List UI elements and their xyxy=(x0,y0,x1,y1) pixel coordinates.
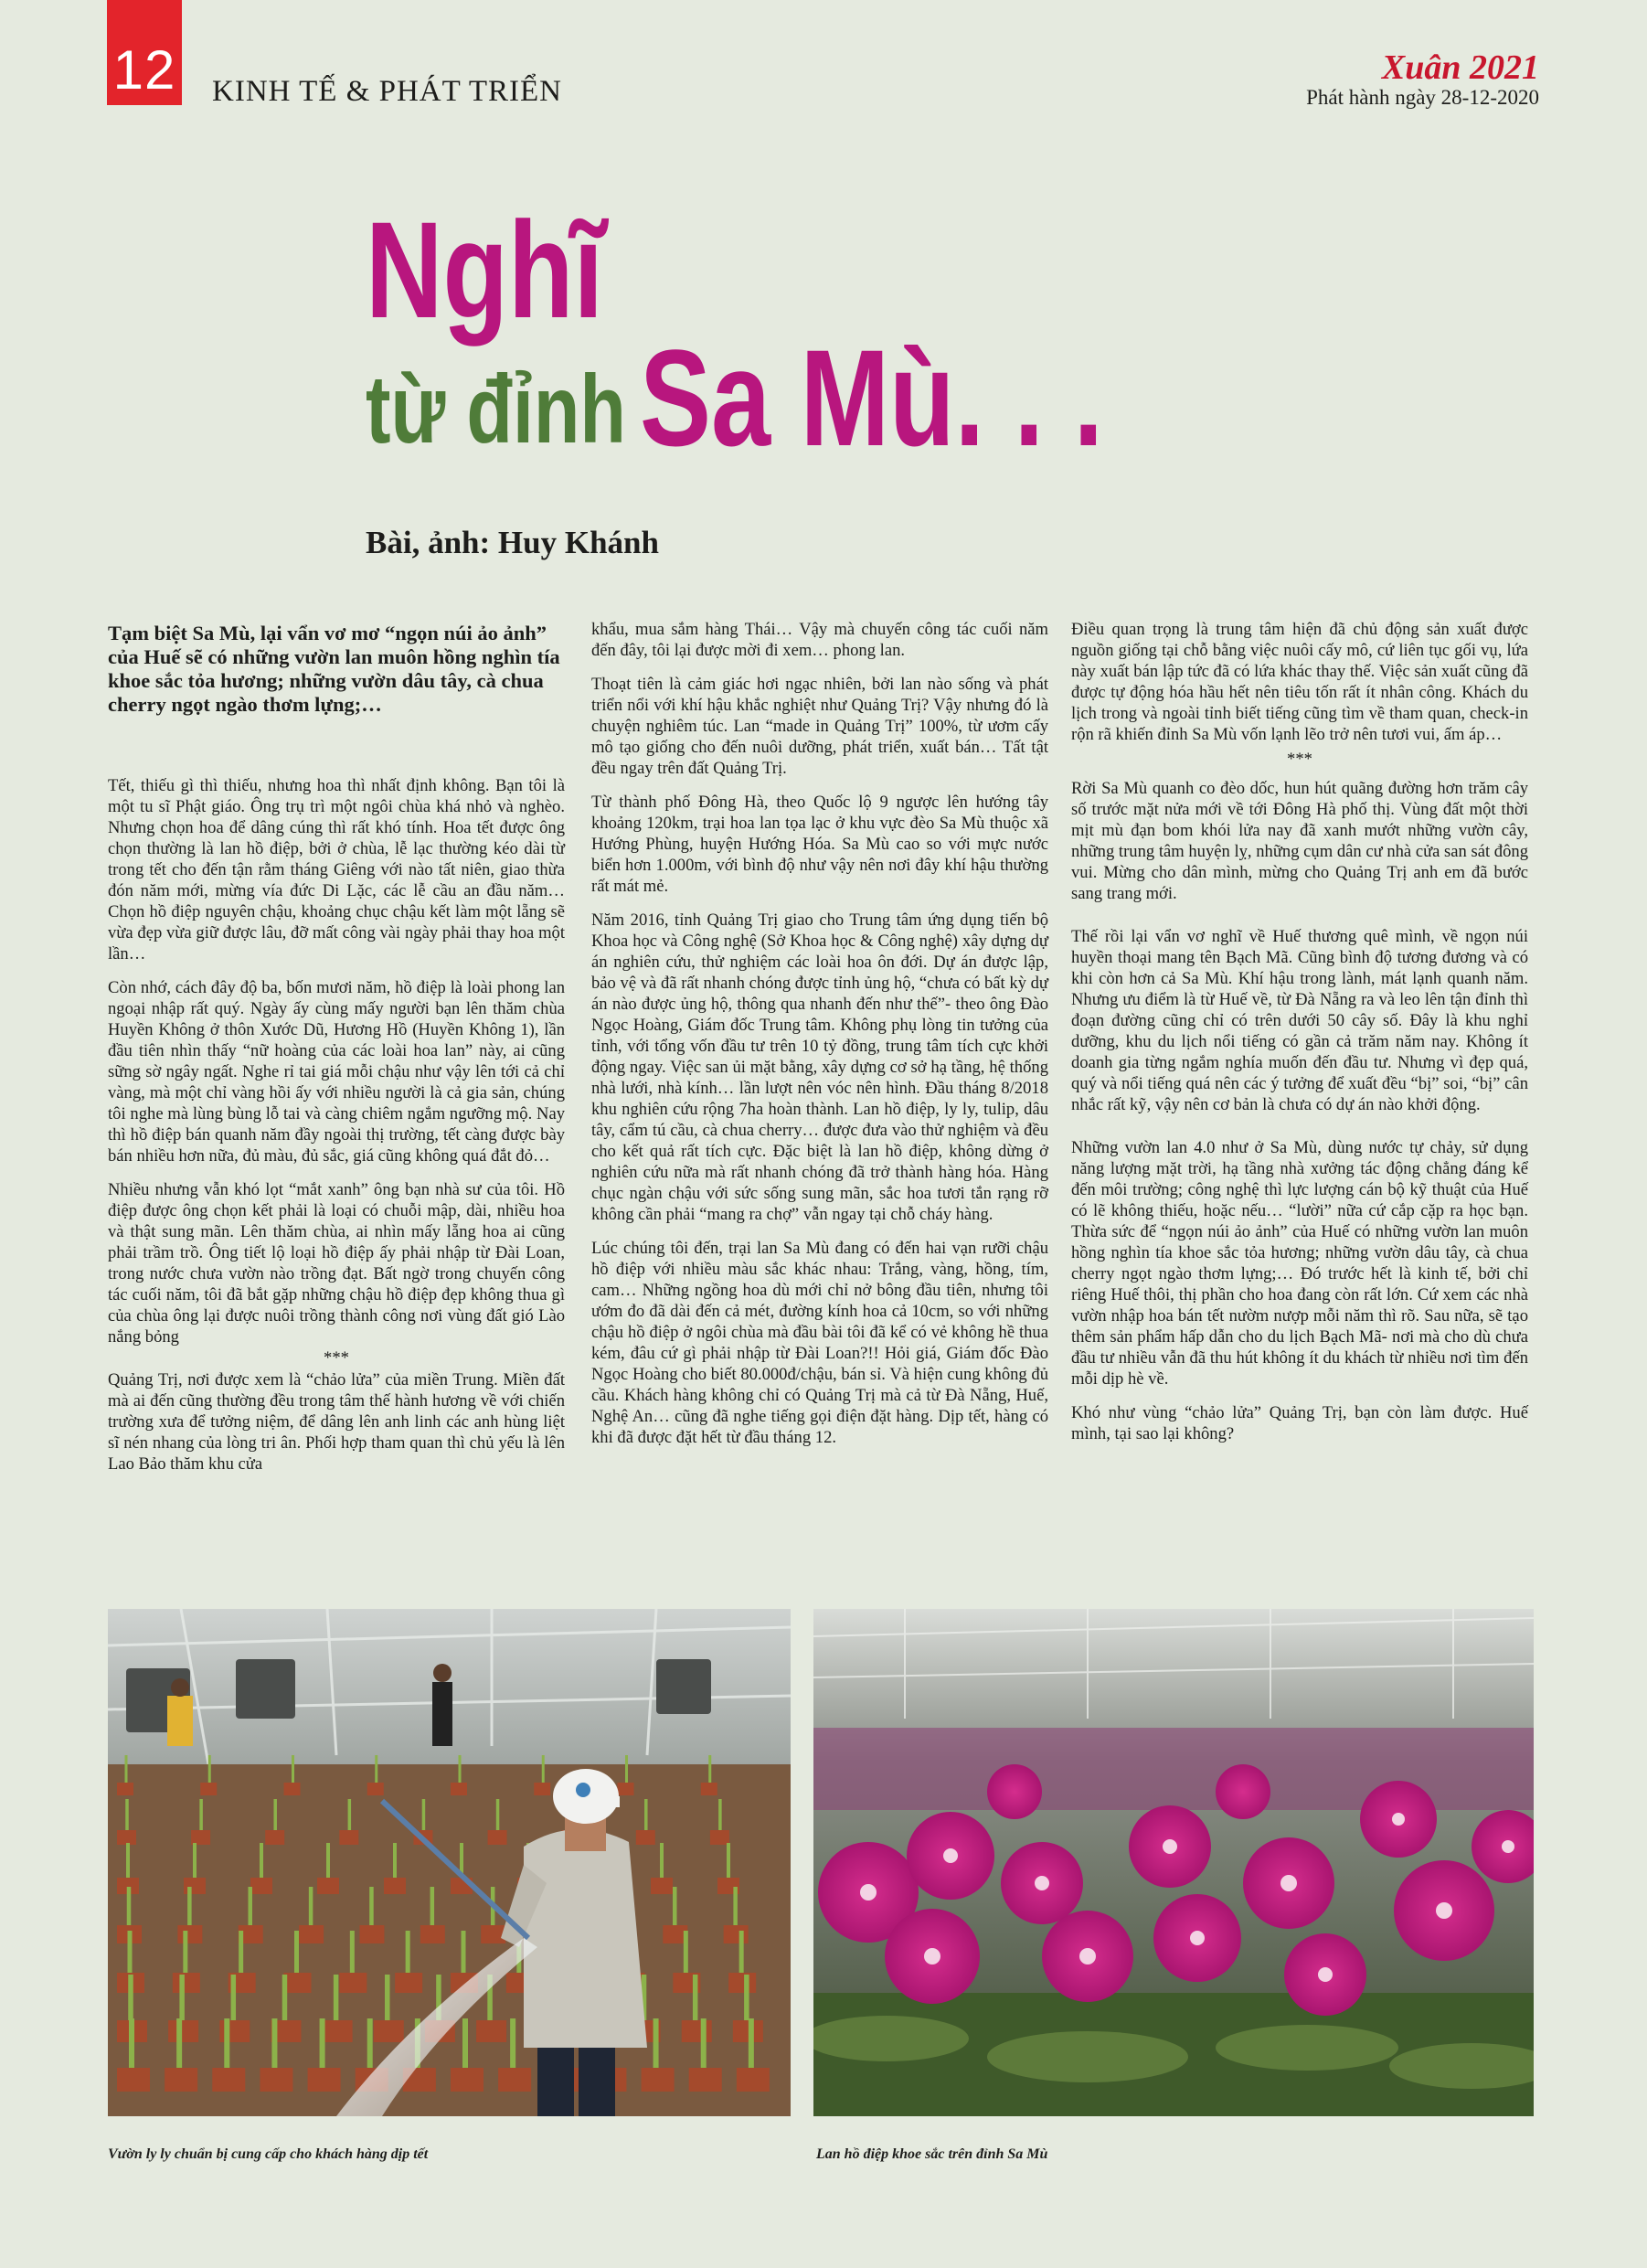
paragraph: Thoạt tiên là cảm giác hơi ngạc nhiên, bởi lan nào sống và phát triển nổi với khí hậu khắc nghiệt như Quảng Trị? Vậy nhưng đó là chuyện nghiêm túc. Lan “made in Quảng Trị” 100%, từ ươm cấy mô tạo giống cho đến nuôi dưỡng, phát triển, xuất bán… Tất tật đều ngay trên đất Quảng Trị. xyxy=(591,675,1048,778)
headline-line-3: Sa Mù. . . xyxy=(640,321,1104,474)
paragraph: Từ thành phố Đông Hà, theo Quốc lộ 9 ngược lên hướng tây khoảng 120km, trại hoa lan tọa lạc ở khu vực đèo Sa Mù thuộc xã Hướng Phùng, huyện Hướng Hóa. Sa Mù cao so với mực nước biển hơn 1.000m, với bình độ như vậy nên nơi đây khí hậu thường rất mát mẻ. xyxy=(591,793,1048,896)
headline xyxy=(366,193,1188,512)
paragraph: Năm 2016, tỉnh Quảng Trị giao cho Trung tâm ứng dụng tiến bộ Khoa học và Công nghệ (Sở Khoa học & Công nghệ) xây dựng dự án nghiên cứu, thử nghiệm các loài hoa ôn đới. Dự án được lập, bảo vệ và đã rất nhanh chóng được tỉnh ủng hộ, “chưa có bất kỳ dự án nào được ủng hộ, thông qua nhanh đến như thế”- theo ông Đào Ngọc Hoàng, Giám đốc Trung tâm. Không phụ lòng tin tưởng của tỉnh, với tổng vốn đầu tư trên 10 tỷ đồng, trung tâm tích cực khởi động ngay. Việc san ủi mặt bằng, xây dựng cơ sở hạ tầng, hệ thống nhà lưới, nhà kính… lần lượt nên vóc nên hình. Đầu tháng 8/2018 khu nghiên cứu rộng 7ha hoàn thành. Lan hồ điệp, ly ly, tulip, dâu tây, cẩm tú cầu, cà chua cherry… được đưa vào thử nghiệm và đều cho kết quả rất tích cực. Đặc biệt là lan hồ điệp, không dừng ở nghiên cứu nữa mà rất nhanh chóng đã trở thành hàng hóa. Hàng chục ngàn chậu với sức sống sung mãn, sắc hoa tươi tắn rạng rỡ không cần phải “mang ra chợ” vẫn ngay tại chỗ cháy hàng. xyxy=(591,910,1048,1224)
headline-line-1: Nghĩ xyxy=(366,193,603,346)
headline-line-2: từ đỉnh xyxy=(366,356,626,463)
paragraph: Lúc chúng tôi đến, trại lan Sa Mù đang có đến hai vạn rưỡi chậu hồ điệp với nhiều màu sắc khác nhau: Trắng, vàng, hồng, tím, cam… Những ngồng hoa dù mới chỉ nở bông đầu tiên, nhưng tôi ướm đo đã dài đến cả mét, đường kính hoa cả 10cm, so với những chậu hồ điệp ở ngôi chùa mà đầu bài tôi đã kể có vẻ không hề thua kém, đâu cứ gì phải nhập từ Đài Loan?!! Hỏi giá, Giám đốc Đào Ngọc Hoàng cho biết 80.000đ/chậu, bán sỉ. Và hiện cung không đủ cầu. Khách hàng không chỉ có Quảng Trị mà cả từ Đà Nẵng, Huế, Nghệ An… cũng đã nghe tiếng gọi điện đặt hàng. Dịp tết, hàng có khi đã được đặt hết từ đầu tháng 12. xyxy=(591,1239,1048,1447)
paragraph: Khó như vùng “chảo lửa” Quảng Trị, bạn còn làm được. Huế mình, tại sao lại không? xyxy=(1071,1403,1528,1443)
section-separator: *** xyxy=(324,1348,349,1368)
article-column-1 xyxy=(108,622,565,1487)
page-number: 12 xyxy=(107,0,182,105)
article-column-3 xyxy=(1071,619,1528,1457)
paragraph: Tết, thiếu gì thì thiếu, nhưng hoa thì nhất định không. Bạn tôi là một tu sĩ Phật giáo. Ông trụ trì một ngôi chùa khá nhỏ và nghèo. Nhưng chọn hoa để dâng cúng thì rất khó tính. Hoa tết được ông chọn thường là lan hồ điệp, bởi ở chùa, lễ lạc thường kéo dài từ trong tết cho đến tận rằm tháng Giêng với nào tất niên, giao thừa đón năm mới, mừng vía đức Di Lặc, các lễ cầu an đầu năm… Chọn hồ điệp nguyên chậu, khoảng chục chậu kết làm một lẵng sẽ vừa đẹp vừa giữ được lâu, đỡ mất công vài ngày phải thay hoa một lần… xyxy=(108,776,565,964)
paragraph: khẩu, mua sắm hàng Thái… Vậy mà chuyến công tác cuối năm đến đây, tôi lại được mời đi xem… phong lan. xyxy=(591,620,1048,660)
photo-caption-2: Lan hồ điệp khoe sắc trên đỉnh Sa Mù xyxy=(816,2146,1048,2162)
byline: Bài, ảnh: Huy Khánh xyxy=(366,525,659,560)
article-column-2 xyxy=(591,619,1048,1461)
photo-caption-1: Vườn ly ly chuẩn bị cung cấp cho khách hàng dịp tết xyxy=(108,2146,429,2162)
lily-garden-photo xyxy=(108,1609,791,2116)
orchid-photo xyxy=(813,1609,1534,2116)
lead-paragraph: Tạm biệt Sa Mù, lại vẩn vơ mơ “ngọn núi ảo ảnh” của Huế sẽ có những vườn lan muôn hồng nghìn tía khoe sắc tỏa hương; những vườn dâu tây, cà chua cherry ngọt ngào thơm lựng;… xyxy=(108,622,560,716)
paragraph: Rời Sa Mù quanh co đèo dốc, hun hút quãng đường hơn trăm cây số trước mặt nửa mới về tới Đông Hà phố thị. Vùng đất một thời mịt mù đạn bom khói lửa nay đã xanh mướt những vườn cây, những trung tâm huyện lỵ, những cụm dân cư nhà cửa san sát đông vui. Mừng cho dân mình, mừng cho Quảng Trị anh em đã bước sang trang mới. xyxy=(1071,779,1528,903)
issue-name: Xuân 2021 xyxy=(1381,48,1539,87)
paragraph: Còn nhớ, cách đây độ ba, bốn mươi năm, hồ điệp là loài phong lan ngoại nhập rất quý. Ngày ấy cùng mấy người bạn lên thăm chùa Huyền Không ở thôn Xước Dũ, Hương Hồ (Huyền Không 1), lần đầu tiên nhìn thấy “nữ hoàng của các loài hoa lan” này, ai cũng sững sờ ngây ngất. Nghe rỉ tai giá mỗi chậu như vậy lên tới cả chỉ vàng, mà một chỉ vàng hồi ấy với nhiều người là cả gia sản, chúng tôi nghe mà lùng bùng lỗ tai và càng chiêm ngắm ngưỡng mộ. Nay thì hồ điệp bán quanh năm đầy ngoài thị trường, tết càng được bày bán nhiều hơn nữa, đủ màu, đủ sắc, giá cũng không quá đắt đỏ… xyxy=(108,978,565,1166)
section-separator: *** xyxy=(1287,750,1312,769)
paragraph: Những vườn lan 4.0 như ở Sa Mù, dùng nước tự chảy, sử dụng năng lượng mặt trời, hạ tầng nhà xưởng tác động chẳng đáng kể đến môi trường; công nghệ thì lực lượng cán bộ kỹ thuật của Huế có lẽ không thiếu, hoặc nếu… “lười” nữa cứ cắp cặp ra học bạn. Thừa sức để “ngọn núi ảo ảnh” của Huế có những vườn lan muôn hồng nghìn tía khoe sắc tỏa hương; những vườn dâu tây, cà chua cherry ngọt ngào thơm lựng;… Đó trước hết là kinh tế, bởi chỉ riêng Huế thôi, thị phần cho hoa đang còn rất lớn. Cứ xem các nhà vườn nhập hoa bán tết nườm nượp mỗi năm thì rõ. Sau nữa, sẽ tạo thêm sản phẩm hấp dẫn cho du lịch Bạch Mã- nơi mà cho dù chưa đầu tư nhiều vẫn đã thu hút không ít du khách từ nhiều nơi tìm đến mỗi dịp hè về. xyxy=(1071,1138,1528,1389)
paragraph: Thế rồi lại vẩn vơ nghĩ về Huế thương quê mình, về ngọn núi huyền thoại mang tên Bạch Mã. Cũng bình độ tương đương và có khi còn hơn cả Sa Mù. Khí hậu trong lành, mát lạnh quanh năm. Nhưng ưu điểm là từ Huế về, từ Đà Nẵng ra và leo lên tận đỉnh thì đoạn đường cũng chỉ có trên dưới 50 cây số. Đây là khu nghỉ dưỡng, khu du lịch nổi tiếng có gần cả trăm năm nay. Không ít doanh gia từng ngắm nghía muốn đến đầu tư. Nhưng vì đẹp quá, quý và nổi tiếng quá nên các ý tưởng để xuất đều “bị” soi, “bị” cân nhắc rất kỹ, vậy nên cơ bản là chưa có dự án nào khởi động. xyxy=(1071,927,1528,1114)
section-title: KINH TẾ & PHÁT TRIỂN xyxy=(212,75,562,108)
paragraph: Quảng Trị, nơi được xem là “chảo lửa” của miền Trung. Miền đất mà ai đến cũng thường đều trong tâm thế hành hương về với chiến trường xưa để tưởng niệm, để dâng lên anh linh các anh hùng liệt sĩ nén nhang của lòng tri ân. Phối hợp tham quan thì chủ yếu là lên Lao Bảo thăm khu cửa xyxy=(108,1370,565,1474)
issue-date: Phát hành ngày 28-12-2020 xyxy=(1306,86,1539,109)
paragraph: Nhiều nhưng vẫn khó lọt “mắt xanh” ông bạn nhà sư của tôi. Hồ điệp được ông chọn kết phải là loại có chuỗi mập, dài, nhiều hoa và thật sung mãn. Lên thăm chùa, ai nhìn mấy lẵng hoa ai cũng phải trầm trồ. Ông tiết lộ loại hồ điệp ấy phải nhập từ Đài Loan, trong nước chưa vườn nào trồng đạt. Bất ngờ trong chuyến công tác cuối năm, tôi đã bắt gặp những chậu hồ điệp đẹp không thua gì của chùa ông lại được nuôi trồng thành công nơi vùng đất gió Lào nắng bỏng xyxy=(108,1180,565,1347)
paragraph: Điều quan trọng là trung tâm hiện đã chủ động sản xuất được nguồn giống tại chỗ bằng việc nuôi cấy mô, cứ liên tục gối vụ, lứa này xuất bán lập tức đã có lứa khác thay thế. Việc sản xuất cũng đã được tự động hóa hầu hết nên tiêu tốn rất ít nhân công. Khách du lịch trong và ngoài tỉnh biết tiếng cũng tìm về tham quan, check-in rộn rã khiến đỉnh Sa Mù vốn lạnh lẽo trở nên tươi vui, ấm áp… xyxy=(1071,620,1528,744)
